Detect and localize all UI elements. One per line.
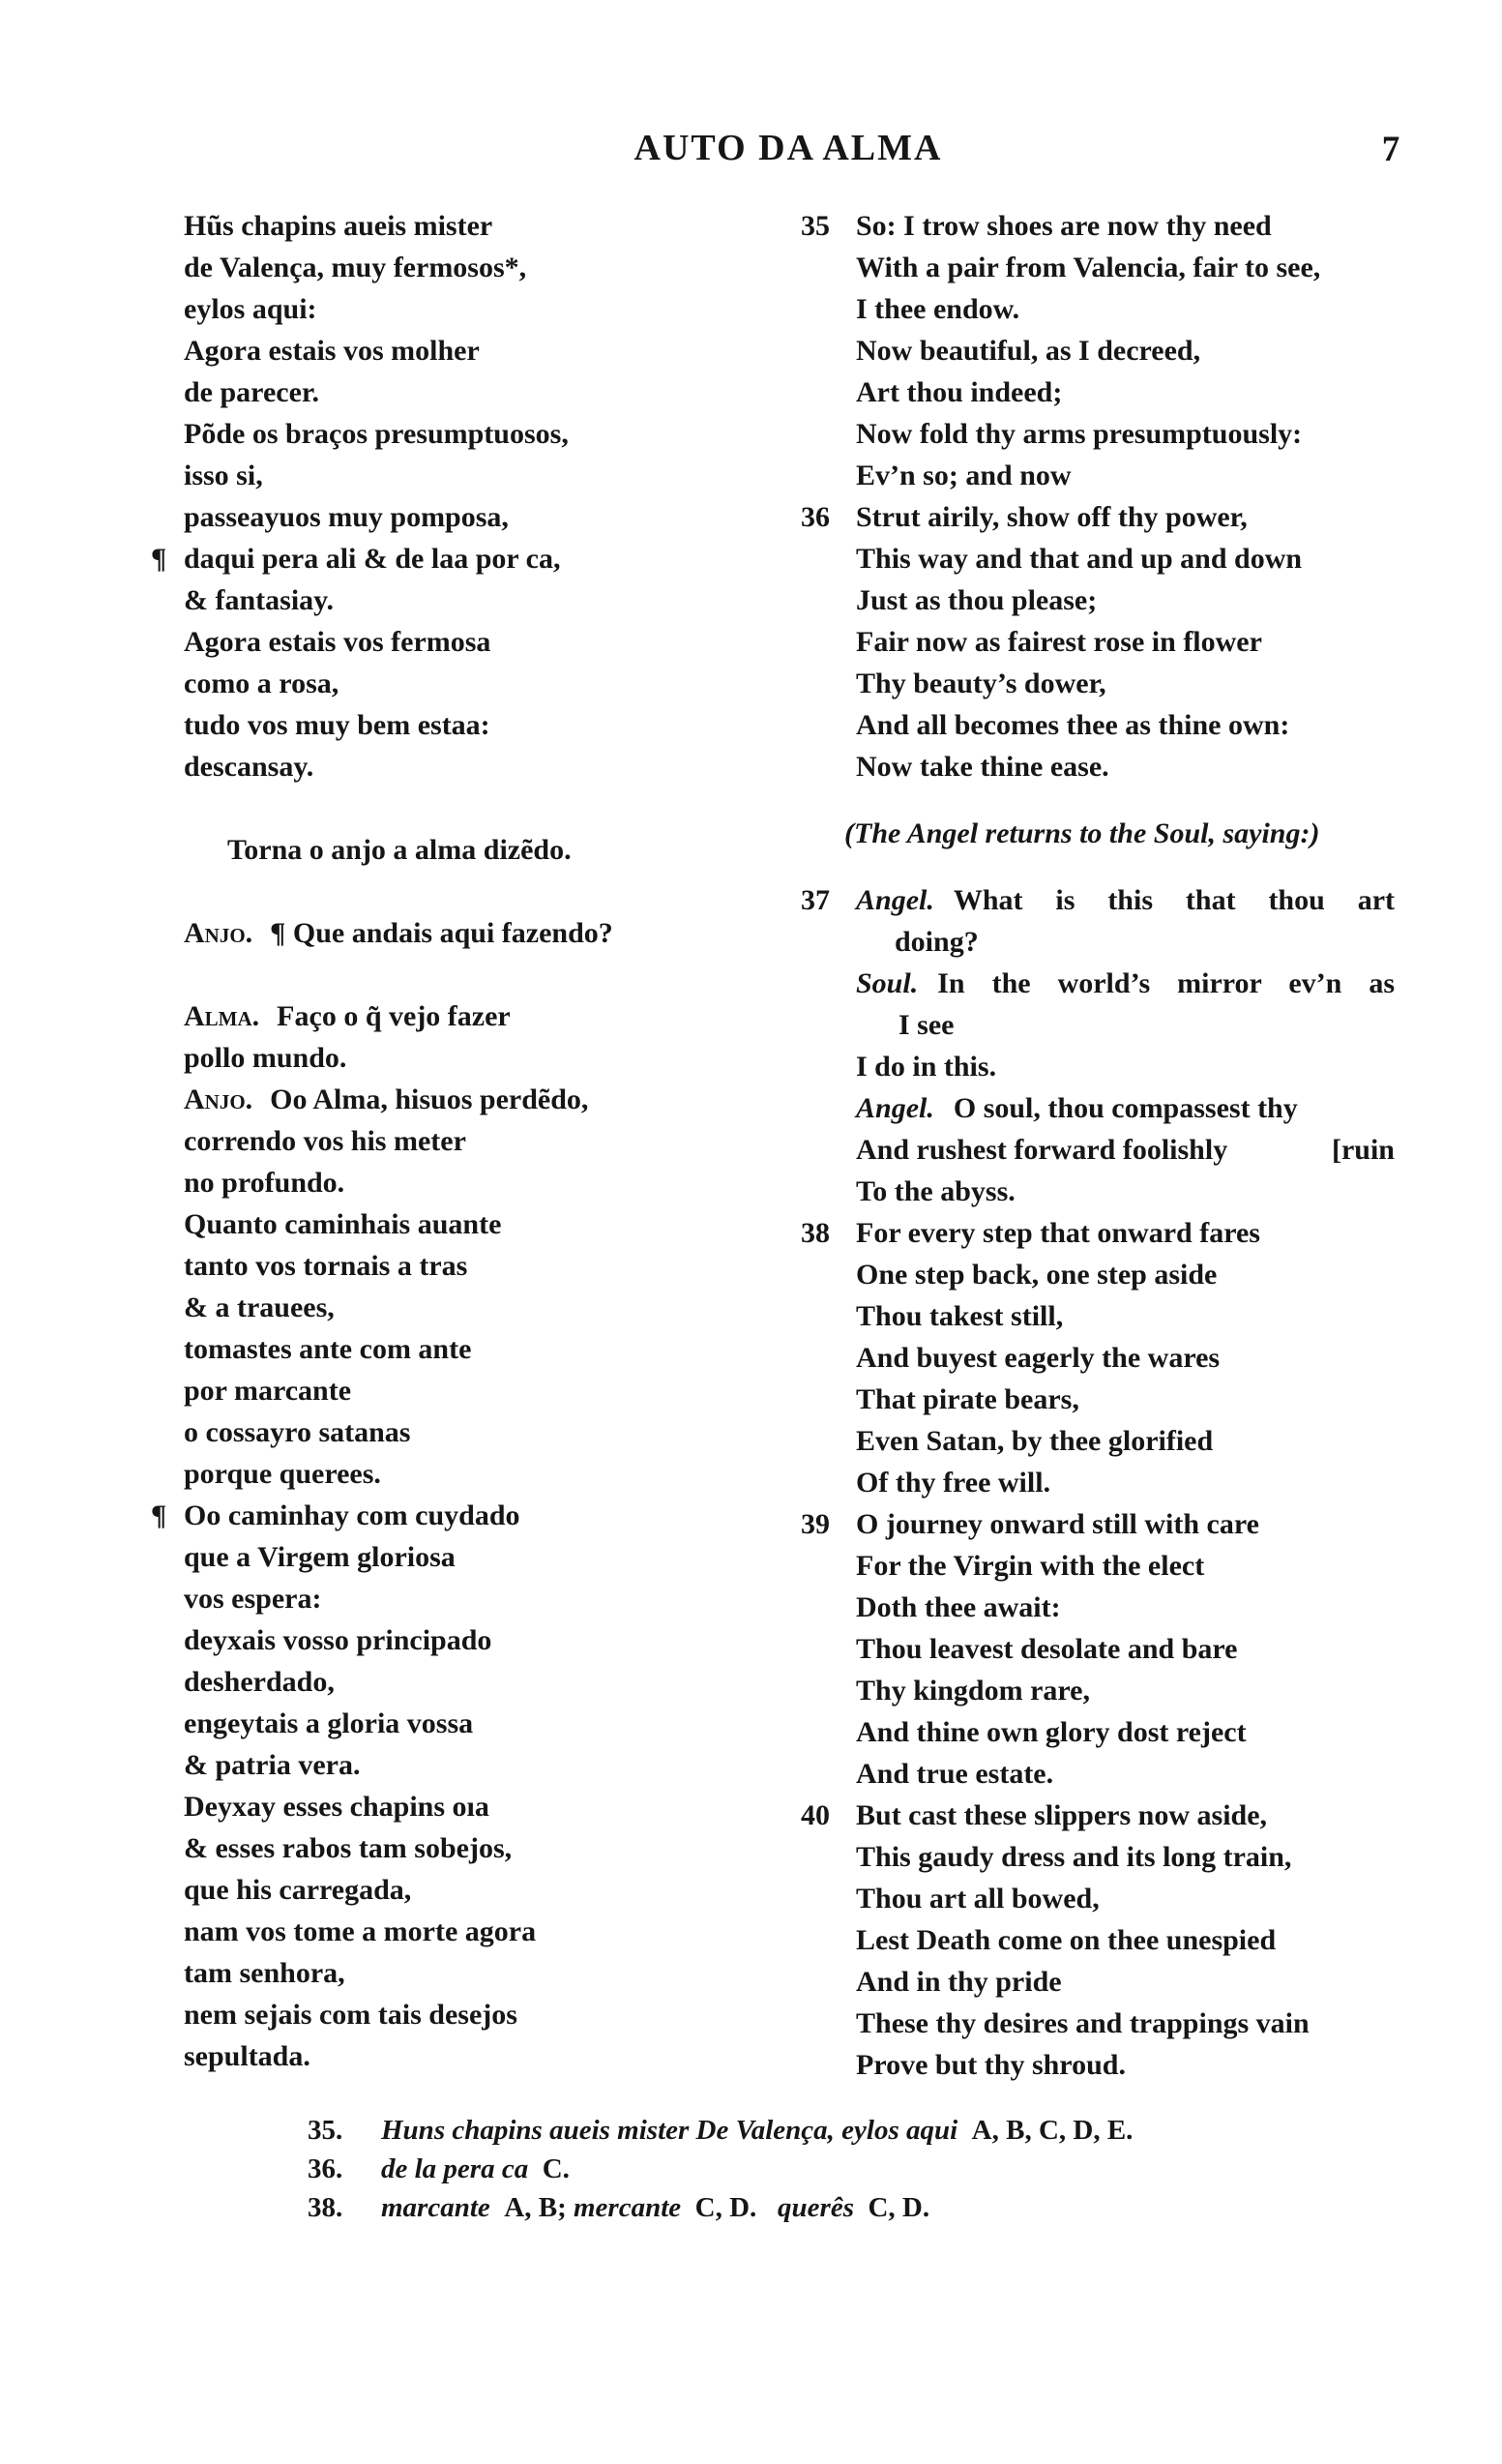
verse-line — [856, 1337, 1395, 1379]
verse-line — [856, 1711, 1395, 1753]
verse-line — [856, 1670, 1395, 1711]
verse-text: I see — [898, 1009, 955, 1041]
verse-text: tudo vos muy bem estaa: — [184, 709, 490, 741]
verse-line — [856, 921, 1395, 963]
verse-text: isso si, — [184, 460, 263, 491]
verse-line — [856, 579, 1395, 621]
verse-line — [856, 746, 1395, 787]
verse-text: And all becomes thee as thine own: — [856, 709, 1290, 741]
verse-text: engeytais a gloria vossa — [184, 1707, 474, 1739]
verse-text: Art thou indeed; — [856, 376, 1063, 408]
verse-line — [184, 496, 783, 538]
verse-text: ¶ Que andais aqui fazendo? — [270, 917, 613, 949]
verse-line — [184, 995, 783, 1037]
page-title: AUTO DA ALMA — [633, 128, 943, 168]
verse-line — [856, 1836, 1395, 1878]
blank-line — [184, 954, 783, 995]
verse-text: O soul, thou compassest thy — [953, 1092, 1298, 1124]
verse-line — [184, 1869, 783, 1911]
verse-text: I thee endow. — [856, 293, 1020, 325]
stanza-number: 36 — [801, 501, 830, 533]
footnote-sigla: C, D. — [681, 2192, 779, 2223]
verse-text: desherdado, — [184, 1666, 335, 1698]
speaker-label: Angel. — [856, 1092, 934, 1124]
verse-text: Hũs chapins aueis mister — [184, 210, 493, 242]
column-gap — [856, 787, 1395, 813]
verse-line — [856, 2044, 1395, 2086]
verse-text: nam vos tome a morte agora — [184, 1915, 537, 1947]
verse-line — [856, 1961, 1395, 2003]
footnote-sigla: A, B; — [489, 2192, 574, 2223]
verse-text: Torna o anjo a alma dizẽdo. — [227, 834, 572, 866]
verse-text: o cossayro satanas — [184, 1416, 411, 1448]
verse-text: correndo vos his meter — [184, 1125, 466, 1157]
pilcrow-mark: ¶ — [151, 1499, 167, 1531]
left-column-portuguese — [151, 205, 783, 2077]
verse-line — [184, 1578, 783, 1619]
speaker-label: Alma. — [184, 1000, 260, 1032]
verse-text: que a Virgem gloriosa — [184, 1541, 456, 1573]
verse-line — [801, 496, 1395, 538]
verse-text: no profundo. — [184, 1167, 345, 1199]
verse-line — [856, 538, 1395, 579]
right-column-english — [801, 205, 1395, 2086]
verse-text: que his carregada, — [184, 1874, 412, 1906]
verse-text: Thou takest still, — [856, 1300, 1064, 1332]
footnote-lemma: de la pera ca — [381, 2153, 529, 2184]
footnote-line — [308, 2188, 1323, 2227]
verse-text: Prove but thy shroud. — [856, 2049, 1126, 2081]
verse-text: This way and that and up and down — [856, 543, 1303, 575]
verse-text: To the abyss. — [856, 1175, 1016, 1207]
stanza-number: 37 — [801, 884, 830, 916]
verse-text: Agora estais vos molher — [184, 335, 480, 367]
verse-text: Of thy free will. — [856, 1467, 1051, 1499]
verse-text: Ev’n so; and now — [856, 460, 1072, 491]
verse-line — [801, 1503, 1395, 1545]
verse-line — [856, 1587, 1395, 1628]
verse-text: Now take thine ease. — [856, 751, 1109, 783]
verse-line — [856, 1171, 1395, 1212]
footnote-line — [308, 2150, 1323, 2188]
blank-line — [184, 787, 783, 829]
verse-text: de Valença, muy fermosos*, — [184, 252, 527, 283]
blank-line — [184, 871, 783, 912]
verse-line — [184, 1703, 783, 1744]
verse-line — [856, 1087, 1395, 1129]
verse-text: One step back, one step aside — [856, 1259, 1218, 1291]
verse-line — [856, 2003, 1395, 2044]
stanza-number: 35 — [801, 210, 830, 242]
verse-text: But cast these slippers now aside, — [856, 1799, 1268, 1831]
verse-line — [856, 1628, 1395, 1670]
verse-line — [184, 413, 783, 455]
verse-line — [856, 1878, 1395, 1919]
verse-line — [801, 1795, 1395, 1836]
verse-text: & esses rabos tam sobejos, — [184, 1832, 513, 1864]
verse-text: Strut airily, show off thy power, — [856, 501, 1248, 533]
footnote-number: 36. — [308, 2153, 343, 2184]
verse-text: Thy kingdom rare, — [856, 1675, 1090, 1707]
verse-line — [184, 1037, 783, 1079]
verse-line — [856, 1046, 1395, 1087]
footnotes-block — [308, 2111, 1323, 2227]
speaker-label: Anjo. — [184, 917, 253, 949]
verse-text: nem sejais com tais desejos — [184, 1999, 517, 2031]
verse-text: doing? — [895, 926, 979, 958]
verse-line — [856, 330, 1395, 371]
verse-text: Thy beauty’s dower, — [856, 668, 1106, 699]
verse-text: Lest Death come on thee unespied — [856, 1924, 1277, 1956]
verse-line — [151, 538, 783, 579]
stanza-number: 38 — [801, 1217, 830, 1249]
verse-line — [184, 1661, 783, 1703]
pilcrow-mark: ¶ — [151, 543, 167, 575]
verse-text: Thou art all bowed, — [856, 1883, 1100, 1915]
verse-text: O journey onward still with care — [856, 1508, 1259, 1540]
verse-text: Põde os braços presumptuosos, — [184, 418, 569, 450]
verse-line — [856, 1254, 1395, 1295]
footnote-sigla: C. — [528, 2153, 570, 2184]
stanza-number: 40 — [801, 1799, 830, 1831]
verse-line — [184, 1619, 783, 1661]
verse-text: This gaudy dress and its long train, — [856, 1841, 1292, 1873]
verse-line — [184, 1453, 783, 1495]
verse-text: That pirate bears, — [856, 1383, 1079, 1415]
verse-line — [184, 371, 783, 413]
verse-line — [184, 2035, 783, 2077]
speaker-label: Anjo. — [184, 1084, 253, 1115]
verse-line — [184, 455, 783, 496]
verse-text: sepultada. — [184, 2040, 310, 2072]
column-gap — [856, 854, 1395, 879]
verse-text: And buyest eagerly the wares — [856, 1342, 1221, 1374]
verse-line — [184, 1328, 783, 1370]
verse-line — [151, 1495, 783, 1536]
verse-line — [184, 1536, 783, 1578]
verse-text: Quanto caminhais auante — [184, 1208, 502, 1240]
verse-text: What is this that thou art — [953, 884, 1395, 916]
verse-line — [184, 704, 783, 746]
footnote-sigla: A, B, C, D, E. — [957, 2115, 1134, 2146]
verse-text: descansay. — [184, 751, 314, 783]
verse-text: Doth thee await: — [856, 1591, 1061, 1623]
verse-line — [184, 621, 783, 663]
verse-line — [184, 1786, 783, 1827]
verse-text: For the Virgin with the elect — [856, 1550, 1205, 1582]
verse-line — [184, 663, 783, 704]
verse-text: de parecer. — [184, 376, 319, 408]
verse-line — [856, 1545, 1395, 1587]
verse-line — [184, 1203, 783, 1245]
verse-text: vos espera: — [184, 1583, 322, 1615]
verse-line — [856, 288, 1395, 330]
verse-line — [801, 879, 1395, 921]
verse-text: These thy desires and trappings vain — [856, 2007, 1310, 2039]
verse-line — [184, 1952, 783, 1994]
verse-text: Now fold thy arms presumptuously: — [856, 418, 1303, 450]
verse-line — [856, 1420, 1395, 1462]
footnote-number: 35. — [308, 2115, 343, 2146]
verse-line — [184, 205, 783, 247]
verse-text: pollo mundo. — [184, 1042, 347, 1074]
verse-text: And rushest forward foolishly — [856, 1134, 1228, 1166]
speaker-label: Soul. — [856, 967, 919, 999]
footnote-lemma: mercante — [573, 2192, 682, 2223]
verse-line — [184, 579, 783, 621]
verse-line — [856, 1295, 1395, 1337]
verse-line — [184, 1162, 783, 1203]
footnote-sigla: C, D. — [853, 2192, 930, 2223]
footnote-lemma: querês — [778, 2192, 854, 2223]
verse-line — [856, 963, 1395, 1004]
verse-text: Oo caminhay com cuydado — [184, 1499, 520, 1531]
turnover-text: [ruin — [1331, 1134, 1395, 1166]
verse-line — [184, 1744, 783, 1786]
verse-text: deyxais vosso principado — [184, 1624, 492, 1656]
verse-line — [184, 1411, 783, 1453]
verse-text: porque querees. — [184, 1458, 381, 1490]
verse-line — [184, 1120, 783, 1162]
verse-line — [184, 247, 783, 288]
verse-line — [184, 1287, 783, 1328]
verse-text: With a pair from Valencia, fair to see, — [856, 252, 1321, 283]
verse-line — [184, 1079, 783, 1120]
verse-text: Deyxay esses chapins oıa — [184, 1791, 489, 1823]
verse-text: passeayuos muy pomposa, — [184, 501, 509, 533]
verse-line — [856, 455, 1395, 496]
verse-text: I do in this. — [856, 1051, 997, 1083]
verse-text: And true estate. — [856, 1758, 1054, 1790]
verse-text: & fantasiay. — [184, 584, 335, 616]
verse-line — [856, 1753, 1395, 1795]
verse-text: Now beautiful, as I decreed, — [856, 335, 1201, 367]
verse-text: (The Angel returns to the Soul, saying:) — [844, 817, 1320, 849]
speaker-label: Angel. — [856, 884, 934, 916]
verse-text: tanto vos tornais a tras — [184, 1250, 468, 1282]
verse-text: & patria vera. — [184, 1749, 361, 1781]
verse-text: And in thy pride — [856, 1966, 1062, 1998]
verse-line — [856, 371, 1395, 413]
verse-line — [856, 413, 1395, 455]
verse-text: So: I trow shoes are now thy need — [856, 210, 1272, 242]
verse-line — [184, 288, 783, 330]
verse-line — [856, 1462, 1395, 1503]
verse-text: & a trauees, — [184, 1291, 335, 1323]
verse-text: And thine own glory dost reject — [856, 1716, 1247, 1748]
verse-line — [856, 247, 1395, 288]
verse-line — [184, 1911, 783, 1952]
stanza-number: 39 — [801, 1508, 830, 1540]
verse-text: Oo Alma, hisuos perdẽdo, — [270, 1084, 589, 1115]
verse-line — [184, 746, 783, 787]
verse-text: por marcante — [184, 1375, 352, 1407]
verse-line — [856, 663, 1395, 704]
verse-line — [856, 1919, 1395, 1961]
footnote-number: 38. — [308, 2192, 343, 2223]
footnote-lemma: Huns chapins aueis mister De Valença, eylos aqui — [381, 2115, 958, 2146]
verse-line — [856, 621, 1395, 663]
page-number: 7 — [1381, 130, 1400, 169]
verse-line — [184, 1245, 783, 1287]
verse-line — [801, 1212, 1395, 1254]
verse-text: In the world’s mirror ev’n as — [937, 967, 1395, 999]
verse-line — [801, 205, 1395, 247]
verse-line — [856, 1004, 1395, 1046]
verse-line — [856, 1379, 1395, 1420]
verse-text: Thou leavest desolate and bare — [856, 1633, 1238, 1665]
verse-text: como a rosa, — [184, 668, 339, 699]
verse-line — [184, 912, 783, 954]
verse-line — [184, 330, 783, 371]
verse-text: tam senhora, — [184, 1957, 345, 1989]
verse-text: Faço o q̃ vejo fazer — [277, 1000, 511, 1032]
verse-text: tomastes ante com ante — [184, 1333, 472, 1365]
verse-text: Fair now as fairest rose in flower — [856, 626, 1262, 658]
verse-line — [184, 1994, 783, 2035]
verse-line — [184, 1827, 783, 1869]
verse-text: eylos aqui: — [184, 293, 317, 325]
verse-text: Agora estais vos fermosa — [184, 626, 491, 658]
footnote-line — [308, 2111, 1323, 2150]
verse-line — [184, 1370, 783, 1411]
verse-text: daqui pera ali & de laa por ca, — [184, 543, 561, 575]
verse-text: Even Satan, by thee glorified — [856, 1425, 1214, 1457]
stage-direction — [844, 813, 1395, 854]
footnote-lemma: marcante — [381, 2192, 490, 2223]
verse-text: Just as thou please; — [856, 584, 1098, 616]
verse-line — [856, 1129, 1395, 1171]
verse-line — [856, 704, 1395, 746]
stage-direction — [184, 829, 783, 871]
verse-text: For every step that onward fares — [856, 1217, 1260, 1249]
